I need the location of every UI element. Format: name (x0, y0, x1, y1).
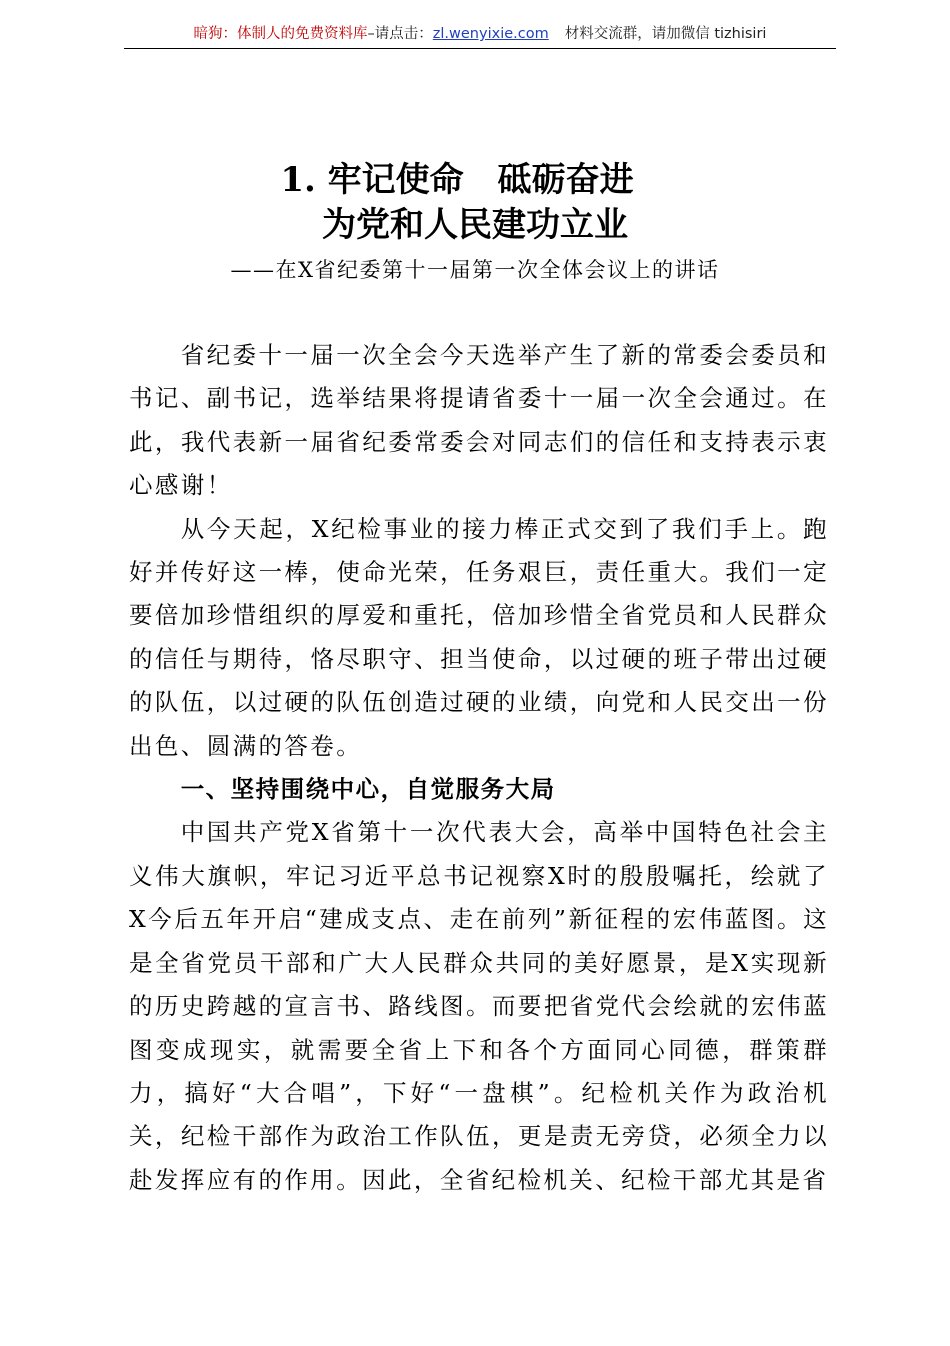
document-body (129, 334, 829, 1202)
document-subtitle: ——在X省纪委第十一届第一次全体会议上的讲话 (230, 258, 720, 282)
header-click-prompt: –请点击： (367, 26, 433, 42)
paragraph-2: 从今天起，X纪检事业的接力棒正式交到了我们手上。跑好并传好这一棒，使命光荣，任务艰巨，责任重大。我们一定要倍加珍惜组织的厚爱和重托，倍加珍惜全省党员和人民群众的信任与期待，恪尽职守、担当使命，以过硬的班子带出过硬的队伍，以过硬的队伍创造过硬的业绩，向党和人民交出一份出色、圆满的答卷。 (129, 514, 829, 760)
section-paragraph: 中国共产党X省第十一次代表大会，高举中国特色社会主义伟大旗帜，牢记习近平总书记视察X时的殷殷嘱托，绘就了X今后五年开启“建成支点、走在前列”新征程的宏伟蓝图。这是全省党员干部和广大人民群众共同的美好愿景，是X实现新的历史跨越的宣言书、路线图。而要把省党代会绘就的宏伟蓝图变成现实，就需要全省上下和各个方面同心同德，群策群力，搞好“大合唱”，下好“一盘棋”。纪检机关作为政治机关，纪检干部作为政治工作队伍，更是责无旁贷，必须全力以赴发挥应有的作用。因此，全省纪检机关、纪检干部尤其是省 (129, 818, 829, 1194)
paragraph-1: 省纪委十一届一次全会今天选举产生了新的常委会委员和书记、副书记，选举结果将提请省委十一届一次全会通过。在此，我代表新一届省纪委常委会对同志们的信任和支持表示衷心感谢！ (129, 341, 829, 500)
header-brand: 暗狗：体制人的免费资料库 (193, 26, 368, 42)
document-title-line-2: 为党和人民建功立业 (322, 205, 628, 245)
title-part-1: 1. 牢记使命 (280, 160, 464, 200)
section-heading: 一、坚持围绕中心，自觉服务大局 (180, 775, 556, 804)
header-wechat-note: 材料交流群，请加微信 tizhisiri (564, 26, 767, 42)
header-url-link[interactable]: zl.wenyixie.com (432, 26, 549, 42)
document-title-line-1 (0, 160, 932, 200)
page-header (124, 22, 836, 49)
title-part-2: 砥砺奋进 (497, 160, 634, 200)
